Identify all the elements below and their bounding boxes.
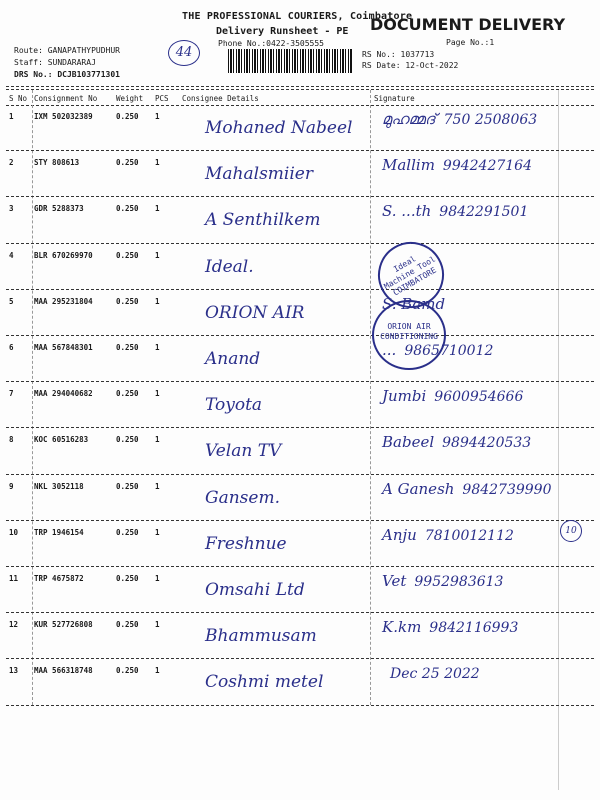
- drs-number: DRS No.: DCJB103771301: [14, 70, 120, 79]
- row-sno: 2: [9, 158, 14, 168]
- row-pcs: 1: [155, 250, 160, 260]
- row-sno: 11: [9, 574, 19, 583]
- company-rubber-stamp: [372, 300, 446, 370]
- row-sno: 9: [9, 481, 14, 491]
- signature-scrawl: Jumbi: [382, 387, 427, 406]
- row-consignment-no: STY 808613: [34, 158, 80, 168]
- table-row: [0, 568, 600, 614]
- row-consignment-no: MAA 566318748: [34, 666, 93, 676]
- row-pcs: 1: [155, 481, 160, 491]
- company-phone: Phone No.:0422-3505555: [218, 39, 324, 48]
- signature-phone: 9865710012: [404, 343, 494, 359]
- row-divider: [6, 335, 594, 336]
- row-sno: 1: [9, 112, 14, 121]
- table-row: [0, 198, 600, 244]
- row-signature: [382, 618, 518, 636]
- signature-scrawl: S. ...th: [382, 202, 432, 221]
- row-sno: 5: [9, 296, 14, 306]
- row-divider: [6, 381, 594, 382]
- column-header-pcs: PCS: [155, 94, 169, 103]
- row-consignee: Toyota: [205, 395, 263, 416]
- row-weight: 0.250: [116, 389, 139, 399]
- signature-scrawl: Anju: [382, 525, 417, 544]
- column-header-sno: S No: [9, 94, 28, 103]
- table-row: [0, 522, 600, 568]
- signature-phone: 9894420533: [442, 435, 532, 452]
- document-type-title: DOCUMENT DELIVERY: [370, 15, 566, 34]
- row-weight: 0.250: [116, 112, 139, 121]
- signature-phone: 750 2508063: [443, 112, 538, 128]
- table-row: [0, 660, 600, 706]
- row-pcs: 1: [155, 296, 160, 306]
- row-pcs: 1: [155, 112, 160, 121]
- staff-label: Staff: SUNDARARAJ: [14, 58, 96, 67]
- row-divider: [6, 243, 594, 244]
- signature-phone: 9842739990: [462, 481, 552, 498]
- row-divider: [6, 520, 594, 521]
- row-divider: [6, 566, 594, 567]
- row-consignee: Freshnue: [205, 533, 287, 554]
- row-signature: [382, 480, 552, 498]
- row-divider: [6, 150, 594, 151]
- row-consignee: ORION AIR: [205, 302, 305, 323]
- row-weight: 0.250: [116, 250, 139, 260]
- row-sno: 10: [9, 527, 19, 537]
- table-row: [0, 291, 600, 337]
- row-consignee: Gansem.: [205, 487, 280, 508]
- signature-phone: Dec 25 2022: [390, 666, 480, 683]
- route-label: Route: GANAPATHYPUDHUR: [14, 46, 120, 55]
- row-pcs: 1: [155, 574, 160, 583]
- rs-number: RS No.: 1037713: [362, 50, 435, 59]
- row-consignment-no: TRP 1946154: [34, 527, 84, 537]
- signature-phone: 9842291501: [439, 204, 529, 221]
- stamp-text: Ideal Machine Tool COIMBATORE: [382, 254, 438, 298]
- header-divider-top: [6, 86, 594, 87]
- row-consignment-no: MAA 294040682: [34, 389, 93, 399]
- handwritten-number-stamp: 44: [168, 40, 200, 66]
- signature-scrawl: K.km: [382, 618, 422, 637]
- row-pcs: 1: [155, 204, 160, 214]
- row-pcs: 1: [155, 389, 160, 399]
- stamp-text: ORION AIR CONDITIONING: [380, 322, 438, 341]
- row-consignee: Velan TV: [205, 441, 282, 462]
- row-consignment-no: KUR 527726808: [34, 620, 93, 630]
- row-sno: 4: [9, 250, 14, 260]
- signature-phone: 7810012112: [424, 527, 514, 544]
- row-signature: [382, 433, 531, 451]
- row-consignee: Anand: [205, 349, 261, 369]
- row-consignment-no: GDR 5288373: [34, 204, 84, 214]
- row-consignee: Ideal.: [205, 256, 254, 277]
- row-weight: 0.250: [116, 435, 139, 445]
- circled-mark: 10: [560, 520, 582, 542]
- row-sno: 13: [9, 666, 19, 676]
- row-signature: [382, 156, 532, 174]
- row-weight: 0.250: [116, 620, 139, 630]
- row-consignment-no: IXM 502032389: [34, 112, 93, 121]
- row-consignment-no: TRP 4675872: [34, 574, 84, 583]
- row-consignment-no: KOC 60516283: [34, 435, 89, 445]
- column-header-signature: Signature: [374, 94, 415, 103]
- row-divider: [6, 427, 594, 428]
- row-pcs: 1: [155, 620, 160, 630]
- header-divider-top-2: [6, 89, 594, 90]
- table-row: [0, 614, 600, 660]
- table-row: [0, 476, 600, 522]
- row-weight: 0.250: [116, 343, 139, 352]
- signature-phone: 9600954666: [434, 389, 524, 406]
- signature-scrawl: Vet: [382, 572, 407, 590]
- row-divider: [6, 705, 594, 706]
- row-weight: 0.250: [116, 574, 139, 583]
- row-consignment-no: MAA 567848301: [34, 343, 93, 352]
- row-consignee: Omsahi Ltd: [205, 580, 305, 600]
- row-weight: 0.250: [116, 204, 139, 214]
- signature-scrawl: Mallim: [382, 156, 435, 175]
- row-pcs: 1: [155, 666, 160, 676]
- row-weight: 0.250: [116, 296, 139, 306]
- row-signature: [382, 526, 514, 544]
- row-signature: [382, 664, 480, 682]
- signature-scrawl: മുഹമ്മദ്: [382, 110, 436, 128]
- signature-scrawl: Babeel: [382, 433, 435, 452]
- row-sno: 3: [9, 204, 14, 214]
- row-weight: 0.250: [116, 666, 139, 676]
- row-weight: 0.250: [116, 158, 139, 168]
- row-signature: [382, 387, 523, 405]
- signature-scrawl: ...: [382, 341, 397, 359]
- row-pcs: 1: [155, 527, 160, 537]
- row-consignee: Mohaned Nabeel: [205, 118, 353, 138]
- page-number: Page No.:1: [446, 38, 495, 47]
- row-sno: 12: [9, 620, 19, 630]
- barcode-image: [228, 49, 352, 73]
- table-row: [0, 383, 600, 429]
- row-consignee: A Senthilkem: [205, 210, 321, 231]
- row-sno: 7: [9, 389, 14, 399]
- row-divider: [6, 289, 594, 290]
- table-row: [0, 152, 600, 198]
- row-signature: [382, 110, 537, 128]
- row-divider: [6, 196, 594, 197]
- table-row: [0, 106, 600, 152]
- signature-phone: 9842116993: [429, 620, 519, 637]
- table-row: [0, 429, 600, 475]
- row-sno: 8: [9, 435, 14, 445]
- column-header-consignee: Consignee Details: [182, 94, 259, 103]
- signature-phone: 9942427164: [442, 158, 532, 175]
- table-row: [0, 337, 600, 383]
- row-consignee: Bhammusam: [205, 626, 317, 647]
- company-name: THE PROFESSIONAL COURIERS, Coimbatore: [182, 11, 413, 22]
- rs-date: RS Date: 12-Oct-2022: [362, 61, 459, 70]
- table-row: [0, 245, 600, 291]
- row-pcs: 1: [155, 158, 160, 168]
- row-divider: [6, 658, 594, 659]
- row-divider: [6, 612, 594, 613]
- signature-scrawl: A Ganesh: [382, 479, 455, 498]
- row-consignment-no: NKL 3052118: [34, 481, 84, 491]
- row-divider: [6, 474, 594, 475]
- runsheet-title: Delivery Runsheet - PE: [216, 26, 349, 37]
- row-consignee: Coshmi metel: [205, 672, 324, 693]
- row-consignment-no: MAA 295231804: [34, 296, 93, 306]
- row-sno: 6: [9, 343, 14, 352]
- column-header-consignment: Consignment No: [34, 94, 98, 103]
- row-weight: 0.250: [116, 481, 139, 491]
- row-signature: [382, 202, 528, 220]
- row-consignment-no: BLR 670269970: [34, 250, 93, 260]
- signature-scrawl: S. Bamd: [382, 294, 446, 313]
- row-pcs: 1: [155, 435, 160, 445]
- row-weight: 0.250: [116, 527, 139, 537]
- column-header-weight: Weight: [116, 94, 144, 103]
- row-pcs: 1: [155, 343, 160, 352]
- signature-phone: 9952983613: [414, 574, 504, 590]
- row-signature: [382, 572, 503, 590]
- row-consignee: Mahalsmiier: [205, 164, 313, 185]
